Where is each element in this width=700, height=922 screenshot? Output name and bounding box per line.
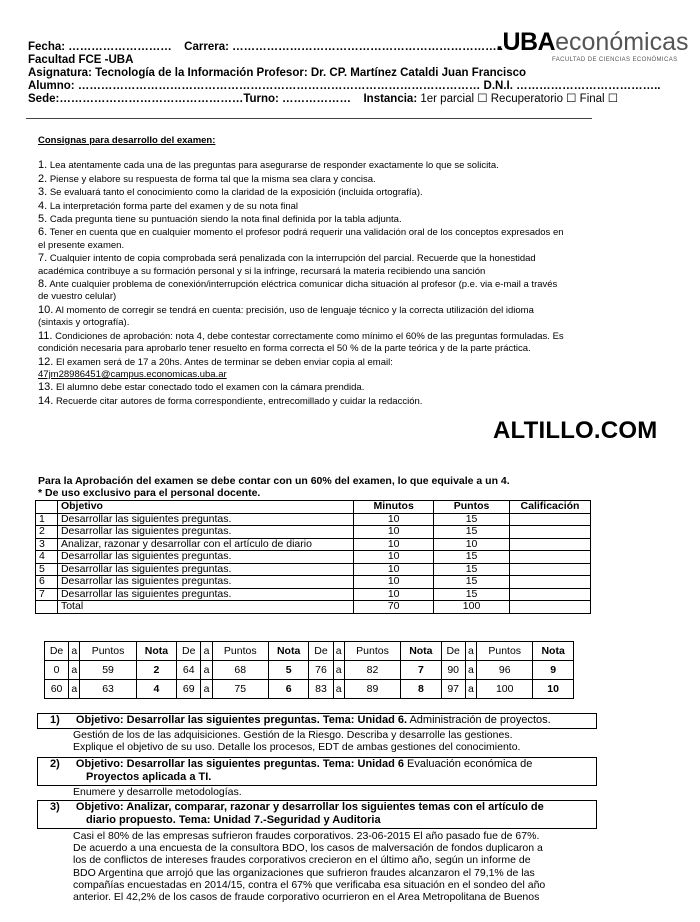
grade-cell: a <box>465 661 476 680</box>
consigna-item <box>38 200 570 213</box>
grade-cell: 89 <box>344 680 400 699</box>
grade-cell: Puntos <box>344 642 400 661</box>
logo-economicas: económicas <box>555 28 689 56</box>
grade-cell: a <box>201 642 212 661</box>
grade-cell: a <box>201 680 212 699</box>
objectives-cell: 1 <box>36 513 58 526</box>
grade-cell: 68 <box>212 661 268 680</box>
asignatura-label: Asignatura: Tecnología de la Información Profesor: Dr. CP. Martínez Cataldi Juan Francisco <box>28 67 527 79</box>
grade-cell: Nota <box>136 642 177 661</box>
objectives-table <box>35 500 591 614</box>
grade-cell: 60 <box>45 680 69 699</box>
grade-cell: 9 <box>533 661 574 680</box>
header-divider <box>26 118 592 119</box>
grade-cell: 90 <box>441 661 465 680</box>
objectives-cell <box>36 601 58 614</box>
grade-cell: De <box>441 642 465 661</box>
grade-cell: 6 <box>268 680 309 699</box>
grade-cell: a <box>465 680 476 699</box>
consigna-text: El alumno debe estar conectado todo el examen con la cámara prendida. <box>55 382 365 394</box>
aprobacion-note <box>38 475 638 499</box>
logo-uba: .UBA <box>496 28 556 56</box>
objectives-cell: Analizar, razonar y desarrollar con el artículo de diario <box>57 538 353 551</box>
grade-cell: 59 <box>80 661 136 680</box>
question-3-head2: diario propuesto. Tema: Unidad 7.-Seguridad y Auditoria <box>86 814 381 826</box>
consigna-number: 8. <box>38 278 48 291</box>
grade-header-row <box>45 642 574 661</box>
contact-email-link[interactable]: 47jm28986451@campus.economicas.uba.ar <box>38 368 227 380</box>
consigna-text: El examen será de 17 a 20hs. Antes de terminar se deben enviar copia al email: <box>55 356 393 368</box>
consigna-item <box>38 173 570 186</box>
objectives-cell: 15 <box>434 588 510 601</box>
consigna-item <box>38 213 570 226</box>
grade-cell: Puntos <box>212 642 268 661</box>
question-2-header <box>37 757 597 786</box>
question-2-head: Objetivo: Desarrollar las siguientes preguntas. Tema: Unidad 6 <box>75 758 404 770</box>
consigna-text: Ante cualquier problema de conexión/interrupción eléctrica comunicar dicha situación al profesor (p.e. via e-mail a través de vuestro celular) <box>38 279 558 303</box>
grade-cell: 83 <box>309 680 333 699</box>
objectives-cell: Desarrollar las siguientes preguntas. <box>57 526 353 539</box>
objectives-cell <box>510 551 591 564</box>
objectives-cell: 10 <box>354 563 434 576</box>
objectives-cell: Desarrollar las siguientes preguntas. <box>57 513 353 526</box>
objectives-header-row <box>36 501 591 514</box>
grade-cell: 4 <box>136 680 177 699</box>
question-3-line: BDO Argentina que arrojó que las organizaciones que sufrieron fraudes alcanzaron el 79,1% de las <box>73 866 535 879</box>
objectives-cell: Desarrollar las siguientes preguntas. <box>57 563 353 576</box>
consigna-number: 14. <box>38 394 54 407</box>
consigna-item <box>38 356 570 369</box>
grade-cell: a <box>69 661 80 680</box>
objectives-row <box>36 551 591 564</box>
question-2-head2: Proyectos aplicada a TI. <box>86 771 212 783</box>
objectives-cell: 10 <box>354 513 434 526</box>
consigna-item <box>38 395 570 408</box>
objectives-cell: Desarrollar las siguientes preguntas. <box>57 551 353 564</box>
consigna-number: 10. <box>38 303 54 316</box>
grade-cell: De <box>309 642 333 661</box>
grade-cell: 0 <box>45 661 69 680</box>
consigna-item <box>38 330 570 356</box>
question-1-body <box>37 729 597 753</box>
consigna-number: 11. <box>38 329 53 342</box>
grade-cell: a <box>333 642 344 661</box>
grade-cell: 82 <box>344 661 400 680</box>
grade-cell: 64 <box>177 661 201 680</box>
consigna-number: 12. <box>38 355 54 368</box>
consigna-item <box>38 186 570 199</box>
objectives-cell: Desarrollar las siguientes preguntas. <box>57 576 353 589</box>
question-3 <box>37 800 597 903</box>
consigna-number: 13. <box>38 381 54 394</box>
objectives-row <box>36 563 591 576</box>
question-3-number: 3) <box>50 801 60 813</box>
grade-cell: Puntos <box>477 642 533 661</box>
objectives-row <box>36 538 591 551</box>
objectives-header-cell: Puntos <box>434 501 510 514</box>
question-2-tail: Evaluación económica de <box>403 758 533 770</box>
consigna-text: Condiciones de aprobación: nota 4, debe contestar correctamente como mínimo el 60% de las preguntas formuladas. Es condición necesaria para aprobarlo tener resuelto en forma correcta el 50 % de la parte teórica y de la parte práctica. <box>38 330 564 355</box>
question-3-line: los de conflictos de intereses fraudes corporativos crecieron en el último año, según un informe de <box>73 854 531 867</box>
objectives-header-cell: Minutos <box>354 501 434 514</box>
grade-cell: 75 <box>212 680 268 699</box>
question-1-header <box>37 713 597 729</box>
objectives-cell: 4 <box>36 551 58 564</box>
objectives-cell: Total <box>57 601 353 614</box>
grade-cell: a <box>69 680 80 699</box>
objectives-cell: 10 <box>354 588 434 601</box>
grade-cell: 5 <box>268 661 309 680</box>
question-2-number: 2) <box>50 758 60 770</box>
aprobacion-line2: * De uso exclusivo para el personal docente. <box>38 487 261 499</box>
consigna-item <box>38 278 570 304</box>
sede-line <box>28 92 618 106</box>
question-1-number: 1) <box>50 714 60 726</box>
grade-row <box>45 680 574 699</box>
objectives-row <box>36 513 591 526</box>
consignas-title: Consignas para desarrollo del examen: <box>38 135 216 146</box>
question-1-head: Objetivo: Desarrollar las siguientes preguntas. Tema: Unidad 6. <box>75 714 408 726</box>
grade-cell: 96 <box>477 661 533 680</box>
consigna-item <box>38 304 570 330</box>
question-2-body <box>37 786 597 798</box>
objectives-cell <box>510 601 591 614</box>
aprobacion-line1: Para la Aprobación del examen se debe contar con un 60% del examen, lo que equivale a un 4. <box>38 475 510 487</box>
objectives-header-cell: Objetivo <box>57 501 353 514</box>
fecha-carrera-line <box>28 40 503 54</box>
question-3-head: Objetivo: Analizar, comparar, razonar y desarrollar los siguientes temas con el artículo de <box>75 801 544 813</box>
consigna-number: 5. <box>38 213 48 226</box>
consigna-item <box>38 159 570 172</box>
objectives-cell: 10 <box>434 538 510 551</box>
question-3-line: De acuerdo a una encuesta de la consultora BDO, los casos de malversación de fondos duplicaron a <box>73 842 543 855</box>
objectives-cell <box>510 526 591 539</box>
objectives-cell: 10 <box>354 576 434 589</box>
question-3-line: anterior. El 42,2% de los casos de fraude corporativo ocurrieron en el Area Metropolitana de Buenos <box>73 891 540 904</box>
question-3-line: Casi el 80% de las empresas sufrieron fraudes corporativos. 23-06-2015 El año pasado fue de 67%. <box>73 830 540 842</box>
consigna-text: Al momento de corregir se tendrá en cuenta: precisión, uso de lenguaje técnico y la correcta utilización del idioma (sintaxis y ortografía). <box>38 304 534 329</box>
grade-cell: 100 <box>477 680 533 699</box>
objectives-cell: Desarrollar las siguientes preguntas. <box>57 588 353 601</box>
objectives-cell <box>510 588 591 601</box>
altillo-watermark: ALTILLO.COM <box>493 417 658 444</box>
objectives-cell: 15 <box>434 513 510 526</box>
objectives-cell: 15 <box>434 551 510 564</box>
objectives-cell <box>510 513 591 526</box>
email-line <box>38 369 570 381</box>
consigna-number: 6. <box>38 226 48 239</box>
grade-cell: Puntos <box>80 642 136 661</box>
objectives-cell: 10 <box>354 526 434 539</box>
objectives-cell: 3 <box>36 538 58 551</box>
consigna-number: 4. <box>38 199 48 212</box>
grade-cell: a <box>201 661 212 680</box>
objectives-row <box>36 576 591 589</box>
grade-cell: 76 <box>309 661 333 680</box>
objectives-header-cell: Calificación <box>510 501 591 514</box>
consigna-number: 1. <box>38 159 48 172</box>
consignas-list <box>38 159 570 408</box>
grade-row <box>45 661 574 680</box>
grade-cell: 2 <box>136 661 177 680</box>
question-2-line: Enumere y desarrolle metodologías. <box>73 786 242 798</box>
instancia-label: Instancia: <box>363 93 418 105</box>
objectives-row <box>36 601 591 614</box>
consignas-section <box>38 135 570 408</box>
question-3-body <box>37 830 597 903</box>
question-1-line: Explique el objetivo de su uso. Detalle los procesos, EDT de ambas gestiones del conocimiento. <box>73 741 521 754</box>
objectives-cell: 2 <box>36 526 58 539</box>
consigna-text: Recuerde citar autores de forma correspondiente, entrecomillado y cuidar la redacción. <box>55 395 423 407</box>
objectives-cell: 15 <box>434 576 510 589</box>
grade-cell: a <box>465 642 476 661</box>
question-3-line: compañías encuestadas en 2014/15, contra el 67% que verificaba esa situación en el sondeo del año <box>73 878 546 891</box>
grade-cell: 97 <box>441 680 465 699</box>
objectives-cell <box>510 538 591 551</box>
grade-cell: De <box>177 642 201 661</box>
consigna-number: 2. <box>38 172 48 185</box>
consigna-number: 7. <box>38 252 48 265</box>
question-3-header <box>37 800 597 829</box>
consigna-number: 3. <box>38 186 48 199</box>
objectives-header-cell <box>36 501 58 514</box>
grade-cell: De <box>45 642 69 661</box>
objectives-cell <box>510 576 591 589</box>
objectives-row <box>36 526 591 539</box>
consigna-text: Piense y elabore su respuesta de forma tal que la misma sea clara y concisa. <box>49 173 376 185</box>
objectives-cell: 15 <box>434 526 510 539</box>
instancia-options: 1er parcial ☐ Recuperatorio ☐ Final ☐ <box>420 93 619 105</box>
logo-subtitle: FACULTAD DE CIENCIAS ECONÓMICAS <box>552 57 678 63</box>
uba-economicas-logo <box>496 28 689 57</box>
grade-cell: Nota <box>268 642 309 661</box>
consigna-text: Cualquier intento de copia comprobada será penalizada con la interrupción del parcial. Recuerde que la honestidad académica contribuye a su formación personal y si la infringe, recursará la materia recibiendo una sanción <box>38 253 536 277</box>
grade-cell: 69 <box>177 680 201 699</box>
alumno-label: Alumno: …………………………………………………………………………………………… D.N.I. ……………………………….. <box>28 80 661 92</box>
objectives-cell: 7 <box>36 588 58 601</box>
grade-cell: a <box>333 661 344 680</box>
grade-cell: Nota <box>533 642 574 661</box>
question-2 <box>37 757 597 798</box>
grade-cell: a <box>333 680 344 699</box>
question-1-line: Gestión de los de las adquisiciones. Gestión de la Riesgo. Describa y desarrolle las gestiones. <box>73 729 513 741</box>
objectives-cell <box>510 563 591 576</box>
consigna-item <box>38 252 570 278</box>
grade-cell: 10 <box>533 680 574 699</box>
grade-cell: 8 <box>401 680 442 699</box>
objectives-cell: 70 <box>354 601 434 614</box>
question-1 <box>37 713 597 753</box>
objectives-cell: 15 <box>434 563 510 576</box>
consigna-text: Cada pregunta tiene su puntuación siendo la nota final definida por la tabla adjunta. <box>49 214 402 226</box>
question-1-tail: Administración de proyectos. <box>407 714 551 726</box>
sede-label: Sede:…………………………………………Turno: ……………… <box>28 93 352 105</box>
objectives-cell: 10 <box>354 538 434 551</box>
objectives-cell: 10 <box>354 551 434 564</box>
grade-cell: a <box>69 642 80 661</box>
consigna-text: La interpretación forma parte del examen y de su nota final <box>49 200 299 212</box>
grade-cell: Nota <box>401 642 442 661</box>
objectives-cell: 100 <box>434 601 510 614</box>
grade-cell: 7 <box>401 661 442 680</box>
consigna-text: Se evaluará tanto el conocimiento como la claridad de la exposición (incluida ortografía). <box>49 187 423 199</box>
consigna-item <box>38 381 570 394</box>
objectives-cell: 6 <box>36 576 58 589</box>
carrera-label: Carrera: …………………………………………………………….. <box>184 41 504 53</box>
consigna-text: Lea atentamente cada una de las preguntas para asegurarse de responder exactamente lo que se solicita. <box>49 160 499 172</box>
fecha-label: Fecha: ……………………… <box>28 41 172 53</box>
consigna-item <box>38 226 570 252</box>
consigna-text: Tener en cuenta que en cualquier momento el profesor podrá requerir una validación oral de los conceptos expresados en el presente examen. <box>38 227 564 251</box>
grade-cell: 63 <box>80 680 136 699</box>
facultad-label: Facultad FCE -UBA <box>28 54 134 66</box>
objectives-row <box>36 588 591 601</box>
grade-table <box>44 641 574 699</box>
objectives-cell: 5 <box>36 563 58 576</box>
